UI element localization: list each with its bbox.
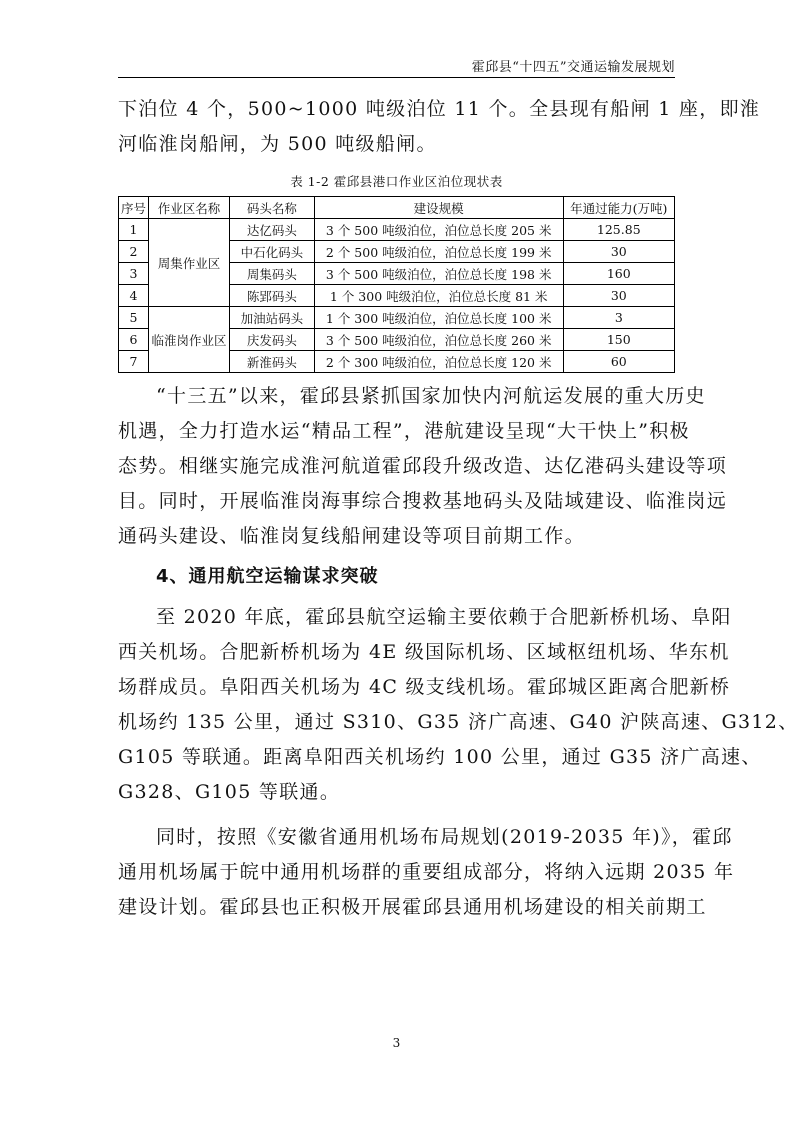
- construction-scale: 3 个 500 吨级泊位，泊位总长度 198 米: [314, 263, 563, 285]
- text-line: 态势。相继实施完成淮河航道霍邱段升级改造、达亿港码头建设等项: [118, 455, 728, 477]
- column-header: 建设规模: [314, 197, 563, 219]
- text-line: G105 等联通。距离阜阳西关机场约 100 公里，通过 G35 济广高速、: [118, 746, 762, 768]
- column-header: 作业区名称: [149, 197, 230, 219]
- construction-scale: 3 个 500 吨级泊位，泊位总长度 205 米: [314, 219, 563, 241]
- row-number: 2: [119, 241, 149, 263]
- paragraph-waterway: [118, 379, 728, 554]
- section-heading: 4、通用航空运输谋求突破: [156, 566, 379, 587]
- annual-capacity: 30: [563, 241, 674, 263]
- wharf-name: 周集码头: [229, 263, 314, 285]
- zone-name: 临淮岗作业区: [149, 307, 230, 373]
- annual-capacity: 3: [563, 307, 674, 329]
- text-line: 机遇，全力打造水运“精品工程”，港航建设呈现“大干快上”积极: [118, 420, 690, 442]
- text-line: 同时，按照《安徽省通用机场布局规划(2019-2035 年)》，霍邱: [156, 826, 733, 848]
- table-caption: 表 1-2 霍邱县港口作业区泊位现状表: [290, 174, 503, 189]
- wharf-name: 达亿码头: [229, 219, 314, 241]
- annual-capacity: 125.85: [563, 219, 674, 241]
- paragraph-aviation: [118, 600, 799, 810]
- text-line: 目。同时，开展临淮岗海事综合搜救基地码头及陆域建设、临淮岗远: [118, 490, 728, 512]
- running-header: 霍邱县“十四五”交通运输发展规划: [471, 60, 675, 75]
- text-line: 通码头建设、临淮岗复线船闸建设等项目前期工作。: [118, 525, 585, 547]
- berth-table: [118, 196, 675, 373]
- text-line: 西关机场。合肥新桥机场为 4E 级国际机场、区域枢纽机场、华东机: [118, 641, 730, 663]
- text-line: “十三五”以来，霍邱县紧抓国家加快内河航运发展的重大历史: [156, 385, 706, 407]
- text-line: 场群成员。阜阳西关机场为 4C 级支线机场。霍邱城区距离合肥新桥: [118, 676, 731, 698]
- intro-paragraph: [118, 92, 761, 162]
- row-number: 4: [119, 285, 149, 307]
- text-line: 机场约 135 公里，通过 S310、G35 济广高速、G40 沪陕高速、G312、: [118, 711, 799, 733]
- text-line: G328、G105 等联通。: [118, 781, 341, 803]
- annual-capacity: 150: [563, 329, 674, 351]
- page-number: 3: [392, 1036, 401, 1050]
- text-line: 河临淮岗船闸，为 500 吨级船闸。: [118, 133, 437, 155]
- row-number: 6: [119, 329, 149, 351]
- column-header: 码头名称: [229, 197, 314, 219]
- construction-scale: 1 个 300 吨级泊位，泊位总长度 100 米: [314, 307, 563, 329]
- column-header: 序号: [119, 197, 149, 219]
- page-body: [118, 92, 799, 925]
- wharf-name: 陈郢码头: [229, 285, 314, 307]
- text-line: 下泊位 4 个，500~1000 吨级泊位 11 个。全县现有船闸 1 座，即淮: [118, 98, 761, 120]
- paragraph-general-airport: [118, 820, 735, 925]
- row-number: 7: [119, 351, 149, 373]
- annual-capacity: 160: [563, 263, 674, 285]
- row-number: 5: [119, 307, 149, 329]
- text-line: 建设计划。霍邱县也正积极开展霍邱县通用机场建设的相关前期工: [118, 896, 707, 918]
- wharf-name: 新淮码头: [229, 351, 314, 373]
- row-number: 1: [119, 219, 149, 241]
- table-row: [119, 219, 675, 241]
- text-line: 通用机场属于皖中通用机场群的重要组成部分，将纳入远期 2035 年: [118, 861, 735, 883]
- construction-scale: 2 个 500 吨级泊位，泊位总长度 199 米: [314, 241, 563, 263]
- zone-name: 周集作业区: [149, 219, 230, 307]
- row-number: 3: [119, 263, 149, 285]
- annual-capacity: 60: [563, 351, 674, 373]
- wharf-name: 加油站码头: [229, 307, 314, 329]
- table-row: [119, 307, 675, 329]
- construction-scale: 1 个 300 吨级泊位，泊位总长度 81 米: [314, 285, 563, 307]
- column-header: 年通过能力(万吨): [563, 197, 674, 219]
- header-rule: [118, 77, 675, 78]
- construction-scale: 3 个 500 吨级泊位，泊位总长度 260 米: [314, 329, 563, 351]
- text-line: 至 2020 年底，霍邱县航空运输主要依赖于合肥新桥机场、阜阳: [156, 606, 732, 628]
- wharf-name: 中石化码头: [229, 241, 314, 263]
- wharf-name: 庆发码头: [229, 329, 314, 351]
- annual-capacity: 30: [563, 285, 674, 307]
- construction-scale: 2 个 300 吨级泊位，泊位总长度 120 米: [314, 351, 563, 373]
- table-header-row: [119, 197, 675, 219]
